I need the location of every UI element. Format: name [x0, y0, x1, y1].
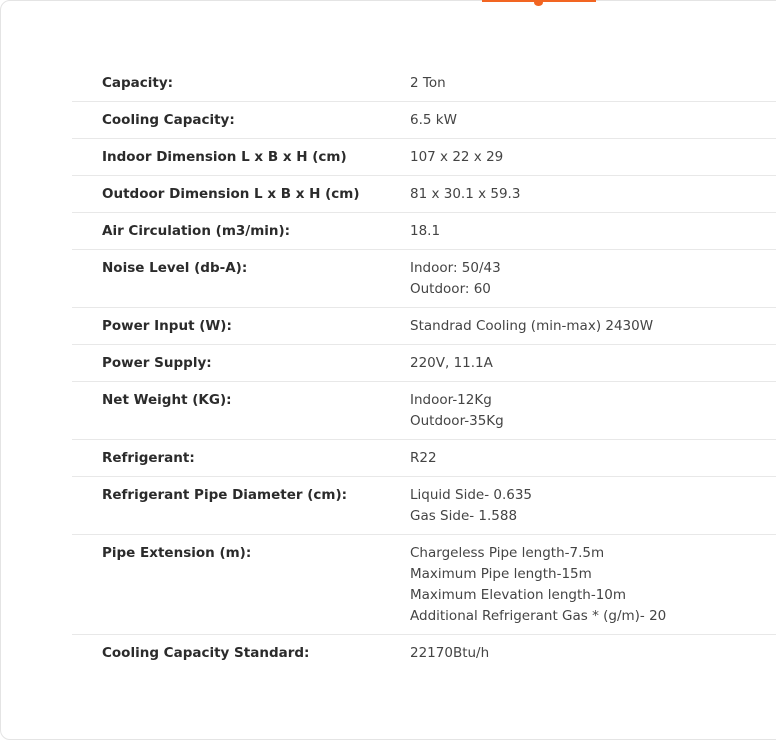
- spec-label: Indoor Dimension L x B x H (cm): [72, 139, 410, 176]
- spec-value: [410, 176, 776, 213]
- spec-value-line: R22: [410, 450, 437, 466]
- spec-value: [410, 65, 776, 102]
- spec-value: [410, 345, 776, 382]
- spec-row: [72, 250, 776, 308]
- spec-row: [72, 176, 776, 213]
- spec-value-line: Outdoor: 60: [410, 281, 491, 297]
- spec-value: [410, 139, 776, 176]
- spec-value-line: Maximum Elevation length-10m: [410, 587, 627, 603]
- spec-value-line: Additional Refrigerant Gas * (g/m)- 20: [410, 608, 667, 624]
- spec-label: Power Input (W):: [72, 308, 410, 345]
- spec-value-line: 6.5 kW: [410, 112, 457, 128]
- spec-row: [72, 102, 776, 139]
- spec-value-line: 220V, 11.1A: [410, 355, 493, 371]
- spec-label: Cooling Capacity:: [72, 102, 410, 139]
- spec-label: Power Supply:: [72, 345, 410, 382]
- spec-label: Noise Level (db-A):: [72, 250, 410, 308]
- spec-value-line: Liquid Side- 0.635: [410, 487, 533, 503]
- spec-value-line: Standrad Cooling (min-max) 2430W: [410, 318, 654, 334]
- spec-value: [410, 308, 776, 345]
- spec-value: [410, 102, 776, 139]
- spec-row: [72, 139, 776, 176]
- spec-label: Air Circulation (m3/min):: [72, 213, 410, 250]
- spec-row: [72, 65, 776, 102]
- spec-row: [72, 440, 776, 477]
- spec-value-line: Maximum Pipe length-15m: [410, 566, 592, 582]
- spec-value-line: Gas Side- 1.588: [410, 508, 518, 524]
- spec-label: Capacity:: [102, 75, 174, 91]
- spec-row: [72, 477, 776, 535]
- spec-value: [410, 477, 776, 535]
- spec-row: [72, 345, 776, 382]
- spec-value-line: Indoor-12Kg: [410, 392, 492, 408]
- spec-row: [72, 535, 776, 635]
- spec-value-line: 2 Ton: [410, 75, 446, 91]
- spec-label: Outdoor Dimension L x B x H (cm): [72, 176, 410, 213]
- spec-value-line: 107 x 22 x 29: [410, 149, 504, 165]
- spec-value: [410, 635, 776, 672]
- spec-label: Refrigerant Pipe Diameter (cm):: [72, 477, 410, 535]
- spec-label: Pipe Extension (m):: [72, 535, 410, 635]
- spec-value: [410, 382, 776, 440]
- spec-value-line: 81 x 30.1 x 59.3: [410, 186, 521, 202]
- spec-value-line: 18.1: [410, 223, 441, 239]
- spec-label: Net Weight (KG):: [72, 382, 410, 440]
- spec-row: [72, 308, 776, 345]
- spec-value: [410, 440, 776, 477]
- spec-value: [410, 213, 776, 250]
- spec-value: [410, 535, 776, 635]
- spec-value-line: 22170Btu/h: [410, 645, 490, 661]
- spec-label: Refrigerant:: [72, 440, 410, 477]
- spec-row: [72, 213, 776, 250]
- spec-value-line: Chargeless Pipe length-7.5m: [410, 545, 605, 561]
- spec-value: [410, 250, 776, 308]
- specifications-table-body: [72, 65, 776, 671]
- spec-row: [72, 635, 776, 672]
- spec-value-line: Indoor: 50/43: [410, 260, 501, 276]
- spec-row: [72, 382, 776, 440]
- spec-label: Cooling Capacity Standard:: [72, 635, 410, 672]
- specifications-table: [72, 65, 776, 671]
- spec-value-line: Outdoor-35Kg: [410, 413, 504, 429]
